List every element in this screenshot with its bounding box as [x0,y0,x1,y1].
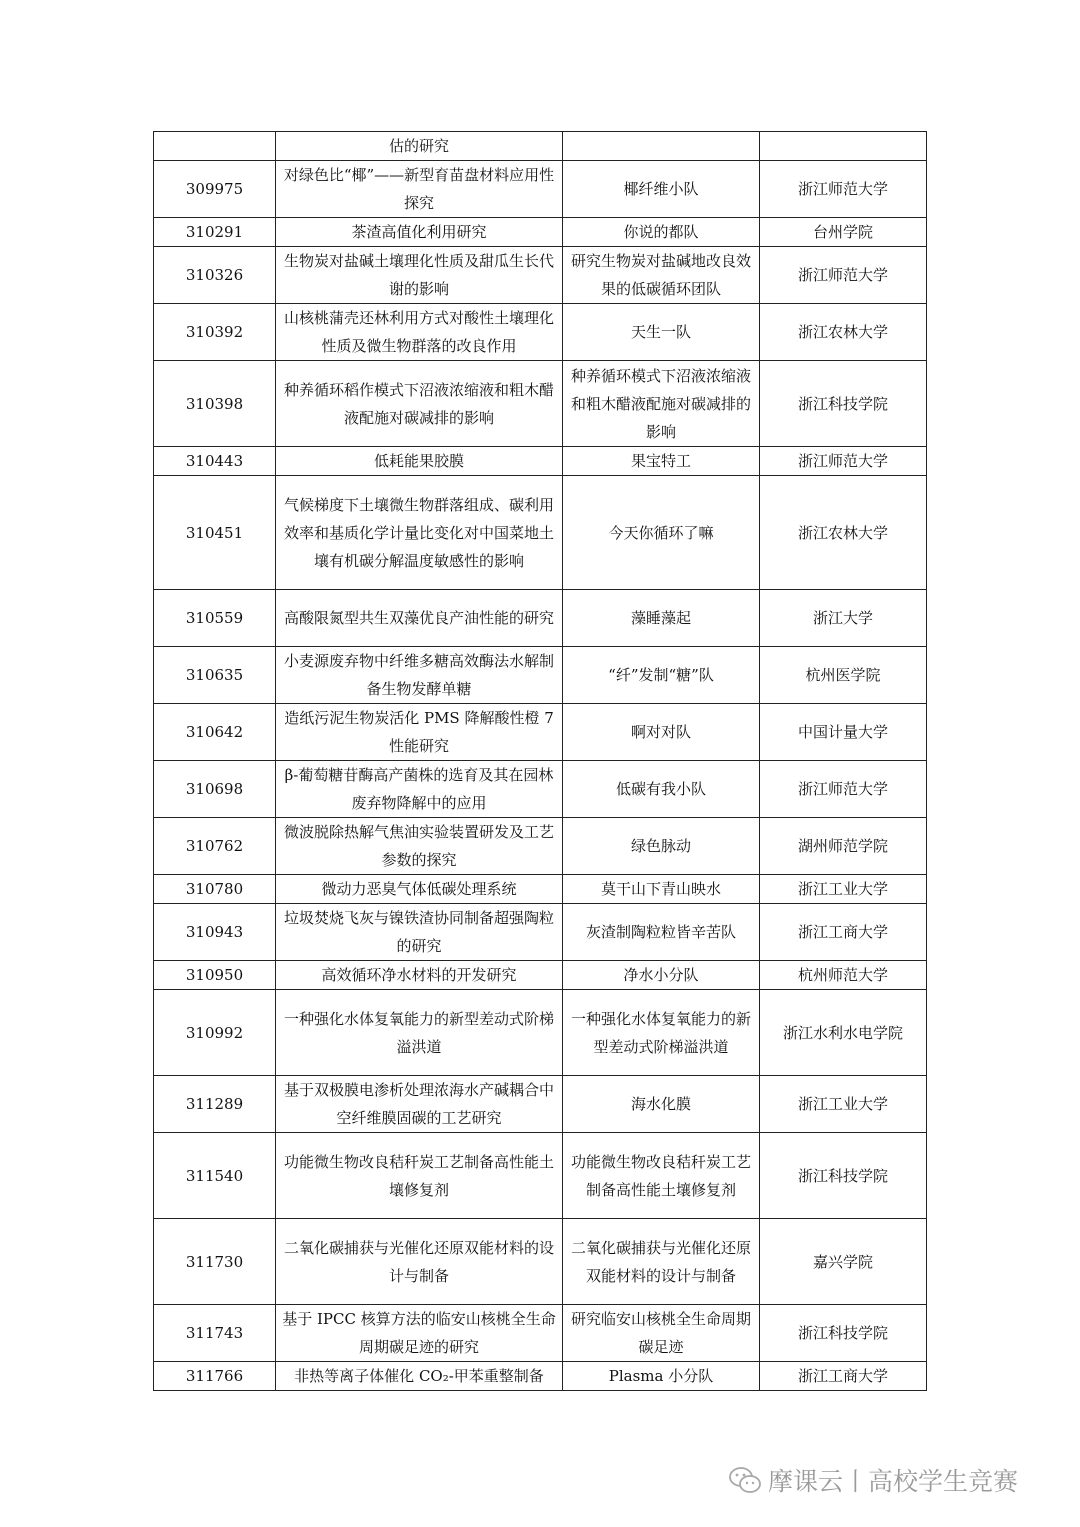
school-cell: 浙江水利水电学院 [760,990,927,1076]
project-title-cell: 生物炭对盐碱土壤理化性质及甜瓜生长代谢的影响 [276,247,563,304]
project-id-cell: 310326 [154,247,276,304]
watermark-text: 摩课云丨高校学生竞赛 [768,1467,1019,1496]
team-name-cell: 啊对对队 [563,704,760,761]
project-id-cell: 309975 [154,161,276,218]
project-id-cell: 310451 [154,476,276,590]
school-cell: 浙江科技学院 [760,361,927,447]
school-cell: 湖州师范学院 [760,818,927,875]
school-cell: 浙江师范大学 [760,247,927,304]
project-title-cell: 种养循环稻作模式下沼液浓缩液和粗木醋液配施对碳减排的影响 [276,361,563,447]
table-row [154,704,927,761]
school-cell: 浙江科技学院 [760,1133,927,1219]
team-name-cell: 椰纤维小队 [563,161,760,218]
wechat-icon [728,1465,762,1495]
project-title-cell: 气候梯度下土壤微生物群落组成、碳利用效率和基质化学计量比变化对中国菜地土壤有机碳分解温度敏感性的影响 [276,476,563,590]
table-row [154,247,927,304]
project-id-cell: 311766 [154,1362,276,1391]
team-name-cell: “纤”发制“糖”队 [563,647,760,704]
team-name-cell: 你说的都队 [563,218,760,247]
school-cell: 杭州医学院 [760,647,927,704]
school-cell: 浙江工商大学 [760,904,927,961]
project-title-cell: 垃圾焚烧飞灰与镍铁渣协同制备超强陶粒的研究 [276,904,563,961]
project-title-cell: 非热等离子体催化 CO₂-甲苯重整制备 [276,1362,563,1391]
table-row [154,1133,927,1219]
table-row [154,961,927,990]
project-id-cell: 310398 [154,361,276,447]
school-cell [760,132,927,161]
project-title-cell: β-葡萄糖苷酶高产菌株的选育及其在园林废弃物降解中的应用 [276,761,563,818]
project-title-cell: 小麦源废弃物中纤维多糖高效酶法水解制备生物发酵单糖 [276,647,563,704]
project-title-cell: 茶渣高值化利用研究 [276,218,563,247]
school-cell: 浙江师范大学 [760,447,927,476]
project-id-cell: 310950 [154,961,276,990]
project-title-cell: 高酸限氮型共生双藻优良产油性能的研究 [276,590,563,647]
project-id-cell: 311730 [154,1219,276,1305]
project-title-cell: 高效循环净水材料的开发研究 [276,961,563,990]
results-table [153,131,927,1391]
team-name-cell: 今天你循环了嘛 [563,476,760,590]
team-name-cell: 二氧化碳捕获与光催化还原双能材料的设计与制备 [563,1219,760,1305]
project-title-cell: 基于 IPCC 核算方法的临安山核桃全生命周期碳足迹的研究 [276,1305,563,1362]
table-row [154,647,927,704]
table-row [154,1305,927,1362]
project-id-cell: 311743 [154,1305,276,1362]
table-row [154,361,927,447]
project-id-cell: 310992 [154,990,276,1076]
project-id-cell: 311540 [154,1133,276,1219]
project-id-cell: 310762 [154,818,276,875]
school-cell: 浙江大学 [760,590,927,647]
watermark [728,1462,1018,1498]
school-cell: 浙江工业大学 [760,1076,927,1133]
table-row [154,132,927,161]
team-name-cell: 果宝特工 [563,447,760,476]
school-cell: 杭州师范大学 [760,961,927,990]
team-name-cell: 研究临安山核桃全生命周期碳足迹 [563,1305,760,1362]
school-cell: 浙江工商大学 [760,1362,927,1391]
team-name-cell: 灰渣制陶粒粒皆辛苦队 [563,904,760,961]
table-row [154,304,927,361]
team-name-cell: 净水小分队 [563,961,760,990]
team-name-cell: 研究生物炭对盐碱地改良效果的低碳循环团队 [563,247,760,304]
project-title-cell: 估的研究 [276,132,563,161]
project-title-cell: 微动力恶臭气体低碳处理系统 [276,875,563,904]
table-row [154,1219,927,1305]
table-row [154,161,927,218]
team-name-cell: 莫干山下青山映水 [563,875,760,904]
project-title-cell: 基于双极膜电渗析处理浓海水产碱耦合中空纤维膜固碳的工艺研究 [276,1076,563,1133]
school-cell: 浙江农林大学 [760,304,927,361]
school-cell: 中国计量大学 [760,704,927,761]
table-row [154,761,927,818]
project-id-cell: 310559 [154,590,276,647]
project-title-cell: 微波脱除热解气焦油实验装置研发及工艺参数的探究 [276,818,563,875]
table-row [154,904,927,961]
table-row [154,447,927,476]
project-id-cell: 310943 [154,904,276,961]
project-title-cell: 功能微生物改良秸秆炭工艺制备高性能土壤修复剂 [276,1133,563,1219]
team-name-cell: 藻睡藻起 [563,590,760,647]
project-title-cell: 二氧化碳捕获与光催化还原双能材料的设计与制备 [276,1219,563,1305]
table-body [154,132,927,1391]
table-row [154,990,927,1076]
team-name-cell [563,132,760,161]
school-cell: 台州学院 [760,218,927,247]
table-row [154,1362,927,1391]
team-name-cell: 一种强化水体复氧能力的新型差动式阶梯溢洪道 [563,990,760,1076]
project-id-cell: 310698 [154,761,276,818]
table-row [154,875,927,904]
school-cell: 浙江师范大学 [760,761,927,818]
project-id-cell: 310392 [154,304,276,361]
project-title-cell: 一种强化水体复氧能力的新型差动式阶梯溢洪道 [276,990,563,1076]
project-title-cell: 山核桃蒲壳还林利用方式对酸性土壤理化性质及微生物群落的改良作用 [276,304,563,361]
team-name-cell: 绿色脉动 [563,818,760,875]
table-row [154,218,927,247]
team-name-cell: Plasma 小分队 [563,1362,760,1391]
school-cell: 浙江工业大学 [760,875,927,904]
school-cell: 浙江师范大学 [760,161,927,218]
team-name-cell: 功能微生物改良秸秆炭工艺制备高性能土壤修复剂 [563,1133,760,1219]
project-title-cell: 对绿色比“椰”——新型育苗盘材料应用性探究 [276,161,563,218]
project-id-cell: 310443 [154,447,276,476]
project-title-cell: 造纸污泥生物炭活化 PMS 降解酸性橙 7 性能研究 [276,704,563,761]
team-name-cell: 天生一队 [563,304,760,361]
team-name-cell: 种养循环模式下沼液浓缩液和粗木醋液配施对碳减排的影响 [563,361,760,447]
project-title-cell: 低耗能果胶膜 [276,447,563,476]
table-row [154,476,927,590]
project-id-cell: 311289 [154,1076,276,1133]
project-id-cell: 310635 [154,647,276,704]
project-id-cell: 310642 [154,704,276,761]
project-id-cell: 310780 [154,875,276,904]
table-row [154,1076,927,1133]
school-cell: 嘉兴学院 [760,1219,927,1305]
school-cell: 浙江科技学院 [760,1305,927,1362]
school-cell: 浙江农林大学 [760,476,927,590]
team-name-cell: 低碳有我小队 [563,761,760,818]
table-row [154,818,927,875]
team-name-cell: 海水化膜 [563,1076,760,1133]
project-id-cell [154,132,276,161]
project-id-cell: 310291 [154,218,276,247]
table-row [154,590,927,647]
